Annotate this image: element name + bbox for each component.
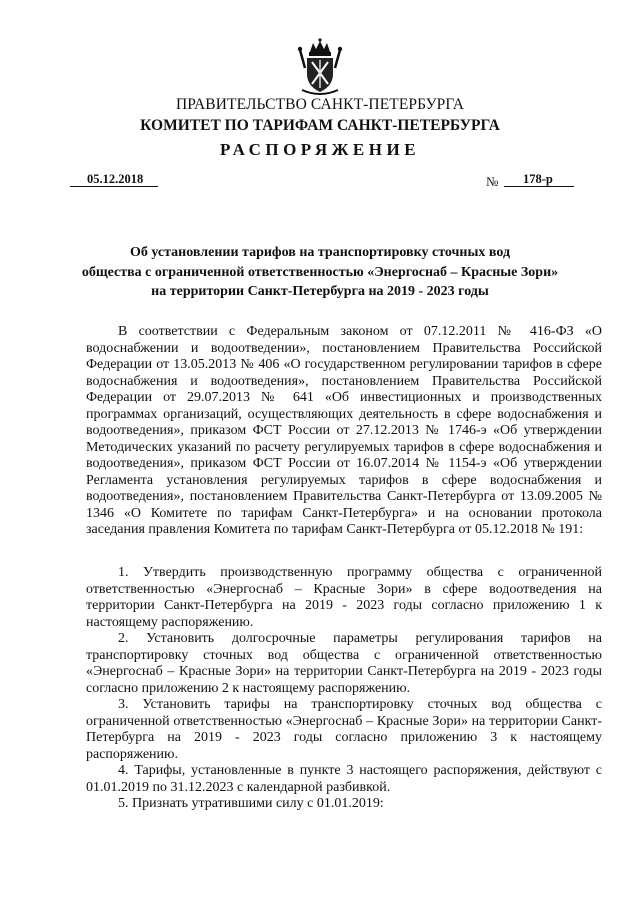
- title-line: Об установлении тарифов на транспортировку сточных вод: [129, 245, 511, 260]
- title-line: общества с ограниченной ответственностью «Энергоснаб – Красные Зори»: [81, 264, 559, 280]
- committee-name: КОМИТЕТ ПО ТАРИФАМ САНКТ-ПЕТЕРБУРГА: [140, 117, 500, 134]
- order-item: 5. Признать утратившими силу с 01.01.2019:: [118, 796, 384, 811]
- preamble: [86, 324, 602, 539]
- order-items: [86, 565, 602, 813]
- order-item: 4. Тарифы, установленные в пункте 3 настоящего распоряжения, действуют с 01.01.2019 по 31.12.2023 с календарной разбивкой.: [86, 763, 602, 795]
- document-type: РАСПОРЯЖЕНИЕ: [219, 140, 421, 159]
- government-name: ПРАВИТЕЛЬСТВО САНКТ-ПЕТЕРБУРГА: [175, 96, 465, 113]
- coat-of-arms-icon: [296, 38, 344, 96]
- preamble-paragraph: В соответствии с Федеральным законом от 07.12.2011 № 416-ФЗ «О водоснабжении и водоотведении», постановлением Правительства Российской Федерации от 13.05.2013 № 406 «О государственном регулировании тарифов в сфере водоснабжения и водоотведения», постановлением Правительства Российской Федерации от 29.07.2013 № 641 «Об инвестиционных и производственных программах организаций, осуществляющих деятельность в сфере водоснабжения и водоотведения», приказом ФСТ России от 27.12.2013 № 1746-э «Об утверждении Методических указаний по расчету регулируемых тарифов в сфере водоснабжения и водоотведения», приказом ФСТ России от 16.07.2014 № 1154-э «Об утверждении Регламента установления регулируемых тарифов в сфере водоснабжения и водоотведения», постановлением Правительства Санкт-Петербурга от 13.09.2005 № 1346 «О Комитете по тарифам Санкт-Петербурга» и на основании протокола заседания правления Комитета по тарифам Санкт-Петербурга от 05.12.2018 № 191:: [86, 324, 602, 537]
- order-item: 1. Утвердить производственную программу общества с ограниченной ответственностью «Энергоснаб – Красные Зори» в сфере водоотведения на территории Санкт-Петербурга на 2019 - 2023 годы согласно приложению 1 к настоящему распоряжению.: [86, 565, 602, 630]
- order-item: 2. Установить долгосрочные параметры регулирования тарифов на транспортировку сточных вод общества с ограниченной ответственностью «Энергоснаб – Красные Зори» на территории Санкт-Петербурга на 2019 - 2023 годы согласно приложению 2 к настоящему распоряжению.: [86, 631, 602, 696]
- document-title: [60, 243, 580, 302]
- document-date: 05.12.2018: [87, 172, 144, 186]
- number-sign: №: [486, 174, 499, 189]
- document-number: 178-р: [523, 172, 553, 186]
- order-item: 3. Установить тарифы на транспортировку сточных вод общества с ограниченной ответственностью «Энергоснаб – Красные Зори» на территории Санкт-Петербурга на 2019 - 2023 годы согласно приложению 3 к настоящему распоряжению.: [86, 697, 602, 762]
- title-line: на территории Санкт-Петербурга на 2019 - 2023 годы: [151, 284, 489, 299]
